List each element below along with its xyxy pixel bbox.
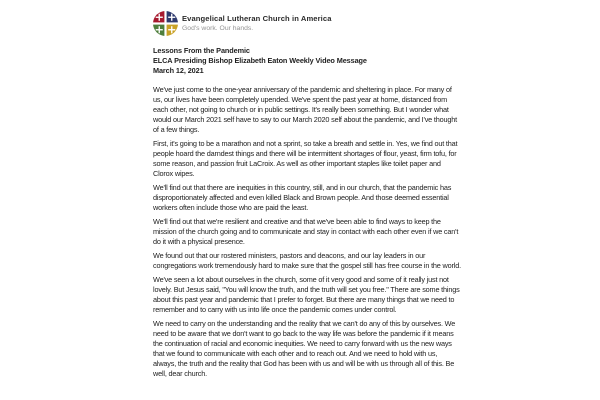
elca-logo-lockup <box>153 11 461 36</box>
paragraph: We'll find out that we're resilient and creative and that we've been able to find ways to keep the mission of the church going and to communicate and stay in contact with each other even if we can't do it with a physical presence. <box>153 217 459 246</box>
paragraph: First, it's going to be a marathon and not a sprint, so take a breath and settle in. Yes, we find out that people hoard the darndest things and there will be intermittent shortages of flour, yeast, firm tofu, for some reason, and passion fruit LaCroix. As well as other important staples like toilet paper and Clorox wipes. <box>153 139 458 178</box>
logo-text-block <box>182 11 332 32</box>
heading-title: Lessons From the Pandemic <box>153 46 250 55</box>
document-page <box>153 11 461 383</box>
paragraph: We'll find out that there are inequities in this country, still, and in our church, that the pandemic has disproportionately affected and even killed Black and Brown people. And those deemed essential workers often include those who are paid the least. <box>153 183 452 212</box>
heading-date: March 12, 2021 <box>153 66 204 75</box>
paragraph: We found out that our rostered ministers, pastors and deacons, and our lay leaders in our congregations work tremendously hard to make sure that the gospel still has free course in the world. <box>153 251 461 270</box>
heading-subtitle: ELCA Presiding Bishop Elizabeth Eaton Weekly Video Message <box>153 56 367 65</box>
org-tagline: God's work. Our hands. <box>182 25 254 32</box>
org-name: Evangelical Lutheran Church in America <box>182 14 332 23</box>
document-body <box>153 85 461 379</box>
paragraph: We've just come to the one-year anniversary of the pandemic and sheltering in place. For many of us, our lives have been completely upended. We've spent the past year at home, distanced from each other, not going to church or in public settings. It's really been something. But I wonder what would our March 2021 self have to say to our March 2020 self about the pandemic, and I've thought of a few things. <box>153 85 457 134</box>
paragraph: We've seen a lot about ourselves in the church, some of it very good and some of it really just not lovely. But Jesus said, "You will know the truth, and the truth will set you free." There are some things about this past year and pandemic that I prefer to forget. But there are many things that we need to remember and to carry with us into life once the pandemic comes under control. <box>153 275 460 314</box>
document-heading <box>153 46 461 76</box>
paragraph: We need to carry on the understanding and the reality that we can't do any of this by ourselves. We need to be aware that we don't want to go back to the way life was before the pandemic if it means the continuation of racial and economic inequities. We need to carry forward with us the new ways that we found to communicate with each other and to reach out. And we need to hold with us, always, the truth and the reality that God has been with us and will be with us through all of this. Be well, dear church. <box>153 319 456 378</box>
elca-logo-icon <box>153 11 178 36</box>
